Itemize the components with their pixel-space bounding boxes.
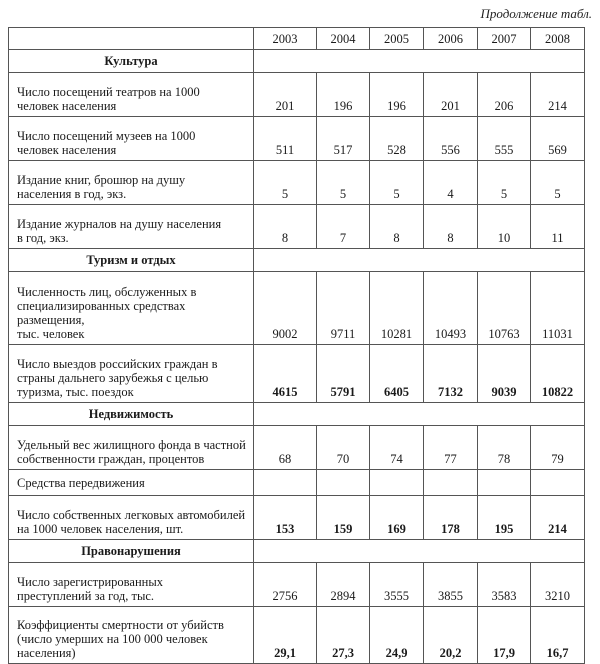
section-title: Культура (9, 50, 254, 73)
value-cell-2004: 196 (317, 73, 370, 117)
value-cell-2003: 511 (254, 117, 317, 161)
value-cell-2007: 5 (478, 161, 531, 205)
year-header: 2005 (370, 28, 424, 50)
row-label-line: на 1000 человек населения, шт. (17, 522, 184, 536)
row-label-line: человек населения (17, 143, 117, 157)
value-cell-2007: 195 (478, 496, 531, 540)
row-label-line: в год, экз. (17, 231, 69, 245)
value-cell-2006: 8 (424, 205, 478, 249)
section-row (9, 50, 585, 73)
year-header: 2007 (478, 28, 531, 50)
table-row (9, 73, 585, 117)
value-cell-2006: 556 (424, 117, 478, 161)
row-label-line: туризма, тыс. поездок (17, 385, 134, 399)
table-row (9, 496, 585, 540)
value-cell-2008: 214 (531, 496, 585, 540)
value-cell-2006: 20,2 (424, 607, 478, 664)
table-row (9, 117, 585, 161)
table-row (9, 563, 585, 607)
row-label (9, 161, 254, 205)
value-cell-2003: 8 (254, 205, 317, 249)
value-cell-2005: 196 (370, 73, 424, 117)
row-label (9, 117, 254, 161)
value-cell-2006: 3855 (424, 563, 478, 607)
value-cell-2005: 74 (370, 426, 424, 470)
value-cell-2008: 79 (531, 426, 585, 470)
value-cell-2004: 9711 (317, 272, 370, 345)
year-header: 2003 (254, 28, 317, 50)
value-cell-2006: 178 (424, 496, 478, 540)
value-cell-2007: 555 (478, 117, 531, 161)
table-row (9, 426, 585, 470)
value-cell-2007 (478, 470, 531, 496)
value-cell-2008: 16,7 (531, 607, 585, 664)
row-label (9, 496, 254, 540)
value-cell-2008: 5 (531, 161, 585, 205)
row-label (9, 426, 254, 470)
value-cell-2007: 17,9 (478, 607, 531, 664)
row-label-line: собственности граждан, процентов (17, 452, 205, 466)
row-label-line: Издание книг, брошюр на душу (17, 173, 186, 187)
row-label-line: Число выездов российских граждан в (17, 357, 218, 371)
year-header: 2004 (317, 28, 370, 50)
value-cell-2005 (370, 470, 424, 496)
section-empty-cell (254, 403, 585, 426)
value-cell-2007: 10 (478, 205, 531, 249)
row-label (9, 470, 254, 496)
value-cell-2003: 68 (254, 426, 317, 470)
value-cell-2003: 153 (254, 496, 317, 540)
row-label-line: Число зарегистрированных (17, 575, 163, 589)
value-cell-2004: 159 (317, 496, 370, 540)
value-cell-2006 (424, 470, 478, 496)
row-label-line: Издание журналов на душу населения (17, 217, 222, 231)
value-cell-2006: 10493 (424, 272, 478, 345)
section-title: Правонарушения (9, 540, 254, 563)
row-label-line: населения) (17, 646, 76, 660)
value-cell-2003: 29,1 (254, 607, 317, 664)
value-cell-2005: 528 (370, 117, 424, 161)
table-row (9, 161, 585, 205)
value-cell-2005: 8 (370, 205, 424, 249)
value-cell-2006: 4 (424, 161, 478, 205)
value-cell-2005: 3555 (370, 563, 424, 607)
value-cell-2008: 3210 (531, 563, 585, 607)
value-cell-2003 (254, 470, 317, 496)
value-cell-2007: 9039 (478, 345, 531, 403)
value-cell-2008 (531, 470, 585, 496)
value-cell-2007: 10763 (478, 272, 531, 345)
value-cell-2003: 9002 (254, 272, 317, 345)
section-title: Недвижимость (9, 403, 254, 426)
row-label-line: Удельный вес жилищного фонда в частной (17, 438, 246, 452)
row-label-line: специализированных средствах (17, 299, 186, 313)
table-row (9, 470, 585, 496)
statistics-table (8, 27, 585, 664)
value-cell-2005: 24,9 (370, 607, 424, 664)
row-label-line: Численность лиц, обслуженных в (17, 285, 197, 299)
value-cell-2008: 11 (531, 205, 585, 249)
value-cell-2006: 7132 (424, 345, 478, 403)
row-label-line: Число посещений музеев на 1000 (17, 129, 196, 143)
section-row (9, 403, 585, 426)
value-cell-2003: 4615 (254, 345, 317, 403)
row-label (9, 73, 254, 117)
row-label-line: преступлений за год, тыс. (17, 589, 155, 603)
table-row (9, 205, 585, 249)
section-title: Туризм и отдых (9, 249, 254, 272)
section-row (9, 249, 585, 272)
section-row (9, 540, 585, 563)
table-row (9, 272, 585, 345)
row-label (9, 205, 254, 249)
header-empty-cell (9, 28, 254, 50)
value-cell-2004: 517 (317, 117, 370, 161)
value-cell-2004: 5 (317, 161, 370, 205)
row-label-line: человек населения (17, 99, 117, 113)
year-header: 2008 (531, 28, 585, 50)
row-label-line: Средства передвижения (17, 475, 145, 490)
value-cell-2003: 2756 (254, 563, 317, 607)
row-label-line: страны дальнего зарубежья с целью (17, 371, 209, 385)
section-empty-cell (254, 50, 585, 73)
value-cell-2005: 5 (370, 161, 424, 205)
row-label (9, 607, 254, 664)
table-continuation-caption: Продолжение табл. (480, 6, 592, 21)
row-label (9, 345, 254, 403)
value-cell-2007: 3583 (478, 563, 531, 607)
row-label (9, 272, 254, 345)
value-cell-2003: 5 (254, 161, 317, 205)
table-row (9, 345, 585, 403)
row-label-line: Коэффициенты смертности от убийств (17, 618, 224, 632)
value-cell-2006: 201 (424, 73, 478, 117)
row-label-line: населения в год, экз. (17, 187, 127, 201)
value-cell-2008: 10822 (531, 345, 585, 403)
value-cell-2004: 7 (317, 205, 370, 249)
row-label-line: Число собственных легковых автомобилей (17, 508, 246, 522)
value-cell-2005: 10281 (370, 272, 424, 345)
value-cell-2004: 70 (317, 426, 370, 470)
row-label-line: размещения, (17, 313, 85, 327)
year-header: 2006 (424, 28, 478, 50)
row-label-line: тыс. человек (17, 327, 85, 341)
section-empty-cell (254, 540, 585, 563)
value-cell-2004 (317, 470, 370, 496)
value-cell-2006: 77 (424, 426, 478, 470)
value-cell-2005: 6405 (370, 345, 424, 403)
value-cell-2007: 78 (478, 426, 531, 470)
value-cell-2004: 27,3 (317, 607, 370, 664)
header-row (9, 28, 585, 50)
table-row (9, 607, 585, 664)
value-cell-2008: 214 (531, 73, 585, 117)
value-cell-2008: 569 (531, 117, 585, 161)
row-label-line: Число посещений театров на 1000 (17, 85, 200, 99)
value-cell-2005: 169 (370, 496, 424, 540)
value-cell-2007: 206 (478, 73, 531, 117)
value-cell-2004: 5791 (317, 345, 370, 403)
row-label-line: (число умерших на 100 000 человек (17, 632, 208, 646)
value-cell-2004: 2894 (317, 563, 370, 607)
row-label (9, 563, 254, 607)
section-empty-cell (254, 249, 585, 272)
value-cell-2008: 11031 (531, 272, 585, 345)
value-cell-2003: 201 (254, 73, 317, 117)
